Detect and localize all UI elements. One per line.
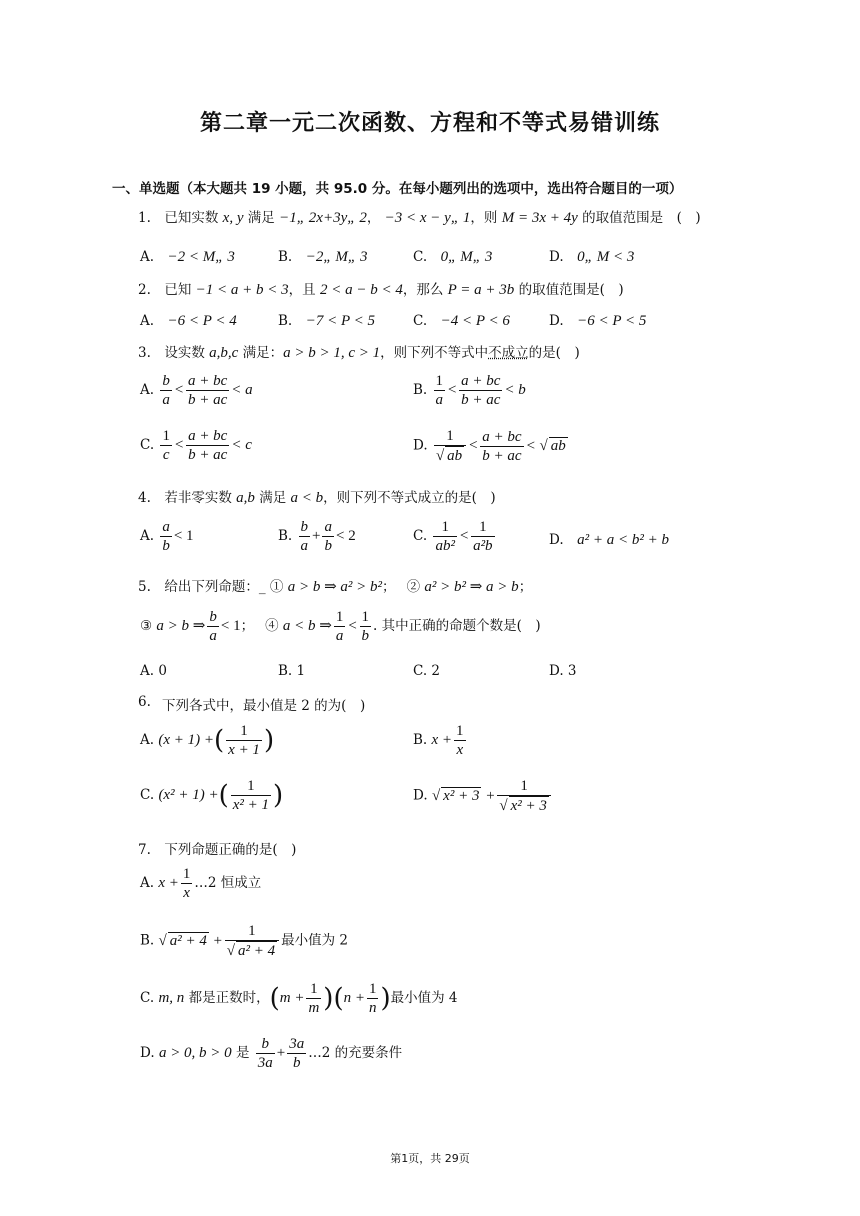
question-3: 3. 设实数 a,b,c 满足：a > b > 1, c > 1，则下列不等式中不成立的是( ) [138,345,580,361]
q6-number: 6. [138,694,151,710]
question-5-line2: ③ a > b ⇒ $\frac{b}{a}$ < 1； ④ a < b ⇒ $\frac{1}{a}$ < $\frac{1}{b}$ . 其中正确的命题个数是( ) [140,609,541,644]
q3-option-b: B. $\frac{1}{a}$ < $\frac{a + bc}{b + ac}$ < b [413,373,526,408]
q6-option-b: B. x + $\frac{1}{x}$ [413,723,464,758]
q6-option-d: D. √ x² + 3 + $\frac{1}{\text{√ x² + 3}}$ [413,777,553,815]
question-1: 1. 已知实数 x, y 满足 −1„ 2x+3y„ 2， −3 < x − y„ 1，则 M = 3x + 4y 的取值范围是 ( ) [138,210,701,226]
q6-option-c: C. (x² + 1) +( $\frac{1}{\text{x² + 1}}$ ) [140,778,284,813]
q1-option-b: B. −2„ M„ 3 [278,249,368,265]
question-2: 2. 已知 −1 < a + b < 3，且 2 < a − b < 4，那么 P = a + 3b 的取值范围是( ) [138,282,624,298]
q5-option-b: B. 1 [278,663,306,679]
q4-option-d: D. a² + a < b² + b [549,532,670,548]
q7-option-c: C. m, n 都是正数时，(m + $\frac{1}{m}$ )(n + $\frac{1}{n}$ )最小值为 4 [140,981,458,1016]
q3-option-c: C. $\frac{1}{c}$ < $\frac{a + bc}{b + ac}$ < c [140,428,252,463]
q5-option-a: A. 0 [140,663,167,679]
question-6: 下列各式中，最小值是 2 的为( ) [162,698,366,714]
q3-option-d: D. $\frac{1}{√ ab}$ < $\frac{a + bc}{b + ac}$ < √ ab [413,428,566,464]
q5-option-c: C. 2 [413,663,441,679]
q7-option-d: D. a > 0, b > 0 是 $\frac{b}{3a}$ + $\frac{3a}{b}$ …2 的充要条件 [140,1036,403,1071]
question-4: 4. 若非零实数 a,b 满足 a < b，则下列不等式成立的是( ) [138,490,496,506]
q2-option-b: B. −7 < P < 5 [278,313,375,329]
q2-option-a: A. −6 < P < 4 [140,313,237,329]
q7-option-a: A. x + $\frac{1}{x}$ …2 恒成立 [140,866,262,901]
q2-option-d: D. −6 < P < 5 [549,313,647,329]
q7-option-b: B. √ a² + 4 + $\frac{1}{\text{√ a² + 4}}$ 最小值为 2 [140,923,348,959]
q5-option-d: D. 3 [549,663,577,679]
q6-option-a: A. (x + 1) +( $\frac{1}{x + 1}$ ) [140,723,275,758]
q4-option-b: B. $\frac{b}{a}$ + $\frac{a}{b}$ < 2 [278,519,356,554]
q3-option-a: A. $\frac{b}{a}$ < $\frac{a + bc}{b + ac}$ < a [140,373,253,408]
q4-option-a: A. $\frac{a}{b}$ < 1 [140,519,194,554]
q1-option-d: D. 0„ M < 3 [549,249,635,265]
question-5: 5. 给出下列命题：_ ① a > b ⇒ a² > b²； ② a² > b² ⇒ a > b； [138,579,533,595]
question-7: 7. 下列命题正确的是( ) [138,842,297,858]
page-title: 第二章一元二次函数、方程和不等式易错训练 [199,111,660,136]
section-heading: 一、单选题（本大题共 19 小题，共 95.0 分。在每小题列出的选项中，选出符合题目的一项） [112,181,683,197]
q2-option-c: C. −4 < P < 6 [413,313,510,329]
q1-option-a: A. −2 < M„ 3 [140,249,235,265]
q4-option-c: C. $\frac{1}{\text{ab²}}$ < $\frac{1}{\text{a²b}}$ [413,519,493,554]
page-footer: 第1页，共 29页 [390,1152,470,1165]
q1-option-c: C. 0„ M„ 3 [413,249,493,265]
emphasis-not: 不成立 [488,345,529,361]
